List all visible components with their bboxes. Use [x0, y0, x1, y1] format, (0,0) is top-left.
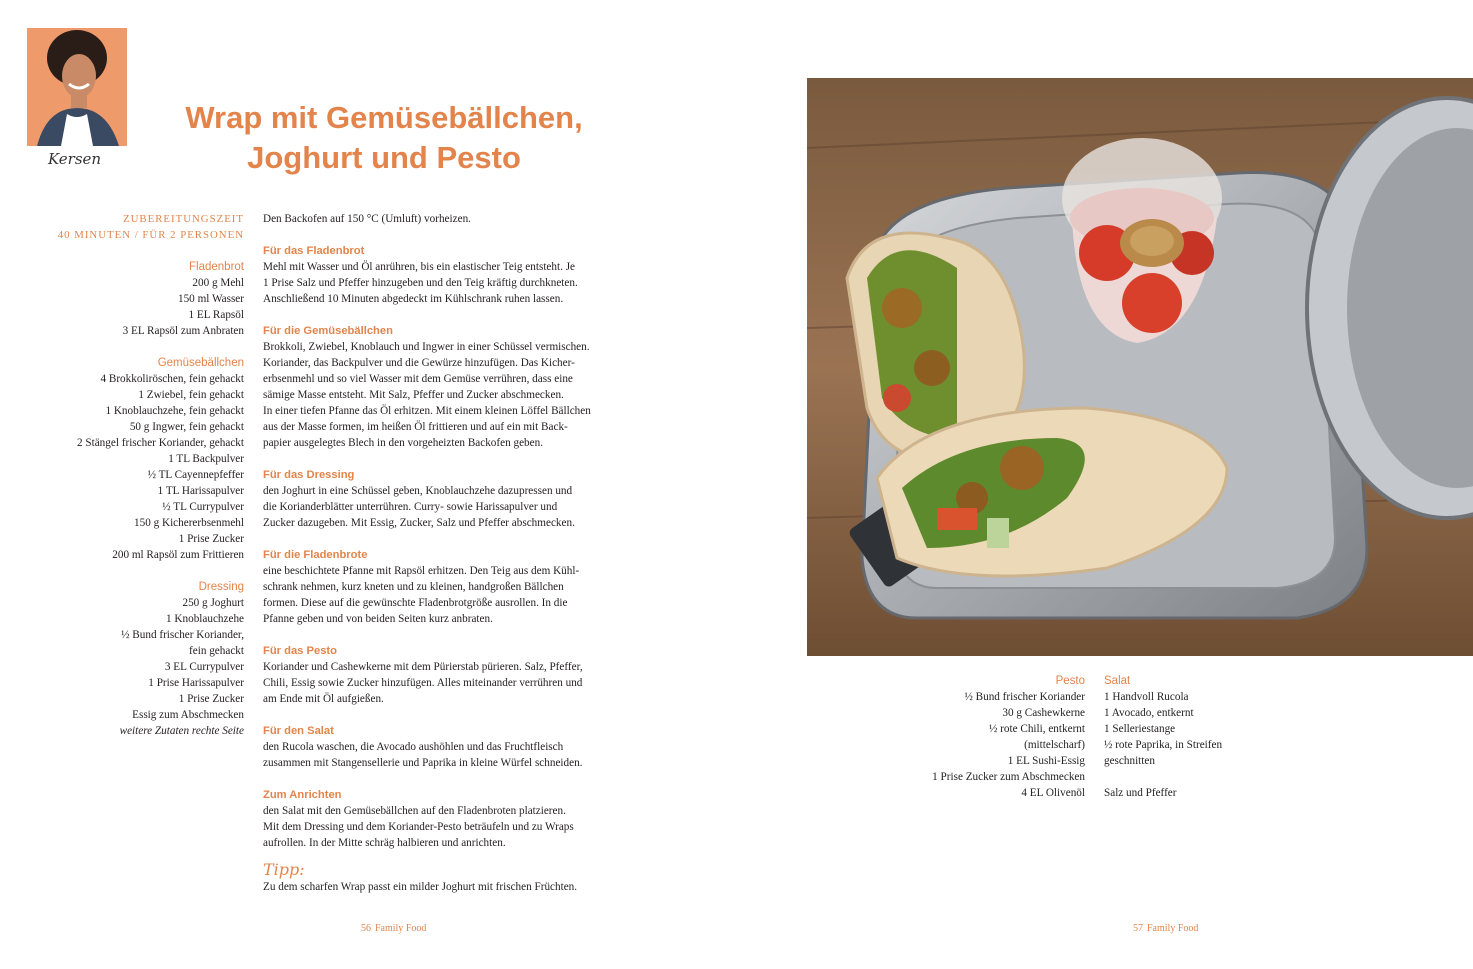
step-heading: Für das Fladenbrot [263, 245, 365, 257]
pesto-title: Pesto [1055, 675, 1085, 687]
step-heading: Für die Gemüsebällchen [263, 325, 393, 337]
ingredient-line: 1 Prise Zucker [178, 533, 244, 545]
step-heading: Zum Anrichten [263, 789, 342, 801]
step-heading: Für das Pesto [263, 645, 337, 657]
ingredient-line: ½ TL Cayennepfeffer [147, 469, 244, 481]
step-line: eine beschichtete Pfanne mit Rapsöl erhitzen. Den Teig aus dem Kühl- [263, 565, 580, 577]
ingredient-line: fein gehackt [189, 645, 244, 657]
step-line: aufrollen. In der Mitte schräg halbieren und anrichten. [263, 837, 506, 849]
step-line: den Rucola waschen, die Avocado aushöhlen und das Fruchtfleisch [263, 741, 564, 753]
ingredient-line: 1 Knoblauchzehe [166, 613, 244, 625]
page-number: 56 [361, 923, 371, 934]
instructions-column [263, 211, 633, 895]
ingredient-line: 1 Avocado, entkernt [1104, 707, 1194, 719]
step-line: Anschließend 10 Minuten abgedeckt im Kühlschrank ruhen lassen. [263, 293, 564, 305]
step-line: erbsenmehl und so viel Wasser mit dem Gemüse verrühren, dass eine [263, 373, 573, 385]
step-line: Chili, Essig sowie Zucker hinzufügen. Alles miteinander verrühren und [263, 677, 583, 689]
step-line: Pfanne geben und von beiden Seiten kurz anbraten. [263, 613, 493, 625]
prep-time-label: ZUBEREITUNGSZEIT [123, 213, 244, 225]
instructions-intro: Den Backofen auf 150 °C (Umluft) vorheizen. [263, 213, 471, 225]
ingredient-line: 1 Knoblauchzehe, fein gehackt [105, 405, 244, 417]
section-title-gemuese: Gemüsebällchen [157, 357, 244, 369]
ingredient-line: 1 EL Rapsöl [188, 309, 244, 321]
tip-text: Zu dem scharfen Wrap passt ein milder Joghurt mit frischen Früchten. [263, 881, 578, 893]
prep-time-value: 40 MINUTEN / FÜR 2 PERSONEN [57, 229, 244, 241]
page-number-right [1133, 923, 1202, 934]
section-title-fladenbrot: Fladenbrot [189, 261, 244, 273]
step-line: papier ausgelegtes Blech in den vorgeheizten Backofen geben. [263, 437, 543, 449]
step-line: die Korianderblätter unterrühren. Curry- sowie Harissapulver und [263, 501, 558, 513]
more-ingredients-note: weitere Zutaten rechte Seite [119, 725, 244, 737]
step-line: Zucker dazugeben. Mit Essig, Zucker, Salz und Pfeffer abschmecken. [263, 517, 575, 529]
ingredient-line: 1 Prise Zucker [178, 693, 244, 705]
salat-ingredients [1104, 673, 1284, 801]
step-line: am Ende mit Öl aufgießen. [263, 693, 384, 705]
ingredient-column [40, 211, 244, 739]
ingredient-line: 4 Brokkoliröschen, fein gehackt [100, 373, 244, 385]
ingredient-line: 150 g Kichererbsenmehl [134, 517, 244, 529]
ingredient-line: 1 TL Backpulver [168, 453, 244, 465]
recipe-title [154, 98, 614, 178]
ingredient-line: ½ Bund frischer Koriander, [121, 629, 244, 641]
ingredient-line: 50 g Ingwer, fein gehackt [129, 421, 244, 433]
step-line: Mehl mit Wasser und Öl anrühren, bis ein elastischer Teig entsteht. Je [263, 261, 576, 273]
ingredient-line: 4 EL Olivenöl [1021, 787, 1085, 799]
step-line: zusammen mit Stangensellerie und Paprika in kleine Würfel schneiden. [263, 757, 583, 769]
ingredient-line: 1 Prise Harissapulver [148, 677, 244, 689]
ingredient-line: (mittelscharf) [1024, 739, 1085, 751]
step-line: schrank nehmen, kurz kneten und zu kleinen, handgroßen Bällchen [263, 581, 564, 593]
ingredient-line: 1 Zwiebel, fein gehackt [138, 389, 244, 401]
step-line: den Joghurt in eine Schüssel geben, Knoblauchzehe dazupressen und [263, 485, 573, 497]
pesto-ingredients [880, 673, 1085, 801]
step-line: Brokkoli, Zwiebel, Knoblauch und Ingwer in einer Schüssel vermischen. [263, 341, 590, 353]
title-line-1: Wrap mit Gemüsebällchen, [185, 100, 583, 135]
ingredient-line: 1 EL Sushi-Essig [1007, 755, 1085, 767]
title-line-2: Joghurt und Pesto [247, 140, 521, 175]
recipe-photo [807, 78, 1473, 656]
step-line: Koriander, das Backpulver und die Gewürze hinzufügen. Das Kicher- [263, 357, 575, 369]
ingredient-line: 250 g Joghurt [182, 597, 244, 609]
ingredient-line: 150 ml Wasser [177, 293, 244, 305]
ingredient-line: 1 Handvoll Rucola [1104, 691, 1189, 703]
section-title-dressing: Dressing [198, 581, 244, 593]
page-number-left [361, 923, 430, 934]
book-title: Family Food [1147, 923, 1199, 934]
spacer [1104, 769, 1284, 785]
step-line: Koriander und Cashewkerne mit dem Pürierstab pürieren. Salz, Pfeffer, [263, 661, 583, 673]
step-line: 1 Prise Salz und Pfeffer hinzugeben und den Teig kräftig durchkneten. [263, 277, 578, 289]
ingredient-line: 3 EL Currypulver [164, 661, 244, 673]
page-number: 57 [1133, 923, 1143, 934]
ingredient-line: 2 Stängel frischer Koriander, gehackt [77, 437, 244, 449]
ingredient-line: 3 EL Rapsöl zum Anbraten [122, 325, 244, 337]
ingredient-line: ½ TL Currypulver [162, 501, 244, 513]
step-line: In einer tiefen Pfanne das Öl erhitzen. Mit einem kleinen Löffel Bällchen [263, 405, 591, 417]
step-line: Mit dem Dressing und dem Koriander-Pesto beträufeln und zu Wraps [263, 821, 574, 833]
step-line: aus der Masse formen, im heißen Öl frittieren und auf ein mit Back- [263, 421, 568, 433]
ingredient-line: 1 Prise Zucker zum Abschmecken [932, 771, 1085, 783]
salat-title: Salat [1104, 675, 1131, 687]
step-line: formen. Diese auf die gewünschte Fladenbrotgröße ausrollen. In die [263, 597, 568, 609]
step-heading: Für den Salat [263, 725, 334, 737]
ingredient-line: ½ Bund frischer Koriander [964, 691, 1085, 703]
ingredient-line: 1 Selleriestange [1104, 723, 1176, 735]
tip-label: Tipp: [263, 860, 305, 879]
step-line: den Salat mit den Gemüsebällchen auf den Fladenbroten platzieren. [263, 805, 566, 817]
author-portrait [27, 28, 127, 146]
ingredient-line: 200 ml Rapsöl zum Frittieren [112, 549, 244, 561]
step-heading: Für das Dressing [263, 469, 355, 481]
ingredient-line: ½ rote Paprika, in Streifen [1104, 739, 1223, 751]
ingredient-line: Salz und Pfeffer [1104, 787, 1177, 799]
step-heading: Für die Fladenbrote [263, 549, 368, 561]
ingredient-line: 200 g Mehl [192, 277, 244, 289]
ingredient-line: 30 g Cashewkerne [1002, 707, 1085, 719]
ingredient-line: ½ rote Chili, entkernt [988, 723, 1085, 735]
author-signature: Kersen [48, 150, 102, 168]
ingredient-line: geschnitten [1104, 755, 1155, 767]
ingredient-line: 1 TL Harissapulver [157, 485, 244, 497]
ingredient-line: Essig zum Abschmecken [132, 709, 244, 721]
step-line: sämige Masse entsteht. Mit Salz, Pfeffer und Zucker abschmecken. [263, 389, 564, 401]
book-title: Family Food [375, 923, 427, 934]
